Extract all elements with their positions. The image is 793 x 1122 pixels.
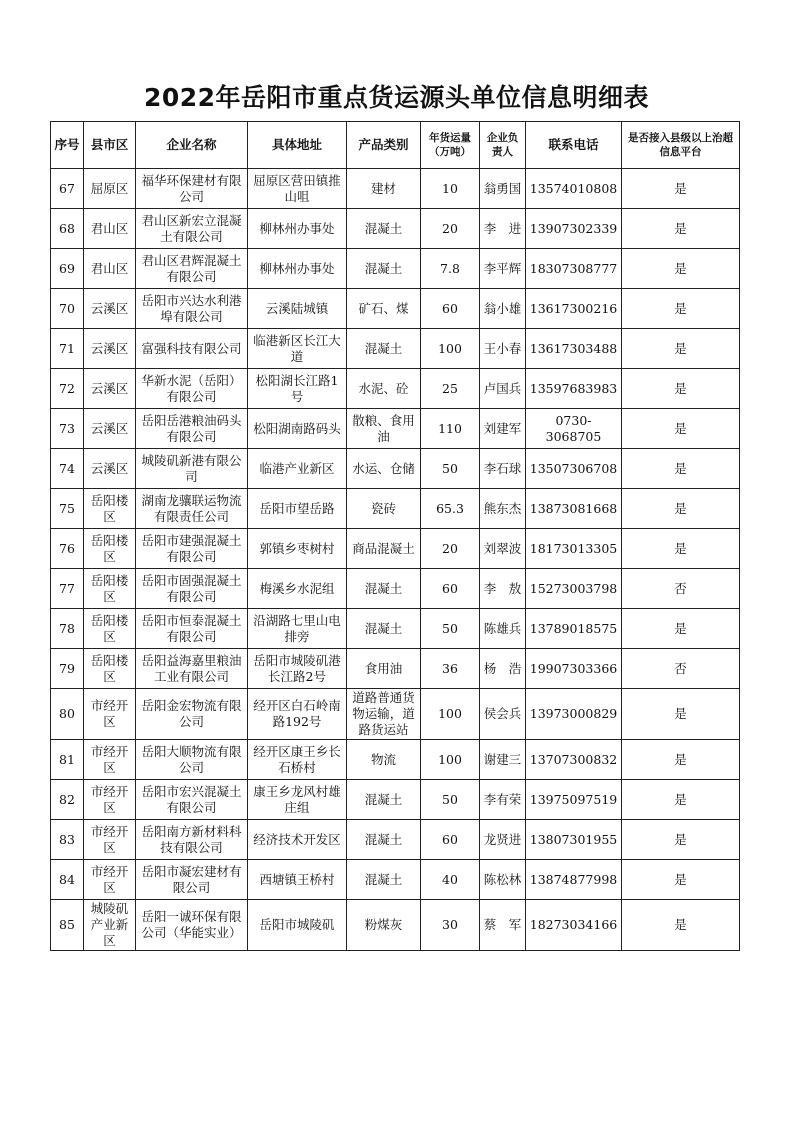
cell-platform: 否 bbox=[622, 649, 740, 689]
cell-district: 市经开区 bbox=[84, 860, 136, 900]
cell-phone: 13975097519 bbox=[526, 780, 622, 820]
cell-platform: 否 bbox=[622, 569, 740, 609]
cell-company: 岳阳市恒泰混凝土有限公司 bbox=[136, 609, 248, 649]
cell-address: 康王乡龙风村雄庄组 bbox=[248, 780, 347, 820]
cell-address: 临港新区长江大道 bbox=[248, 329, 347, 369]
cell-volume: 50 bbox=[421, 780, 480, 820]
table-row bbox=[51, 900, 740, 951]
header-seq: 序号 bbox=[51, 122, 84, 169]
cell-seq: 68 bbox=[51, 209, 84, 249]
cell-volume: 40 bbox=[421, 860, 480, 900]
cell-district: 云溪区 bbox=[84, 369, 136, 409]
cell-phone: 18307308777 bbox=[526, 249, 622, 289]
page-title: 2022年岳阳市重点货运源头单位信息明细表 bbox=[143, 83, 650, 112]
cell-platform: 是 bbox=[622, 249, 740, 289]
cell-volume: 110 bbox=[421, 409, 480, 449]
cell-company: 福华环保建材有限公司 bbox=[136, 169, 248, 209]
cell-phone: 13873081668 bbox=[526, 489, 622, 529]
cell-platform: 是 bbox=[622, 780, 740, 820]
cell-product: 混凝土 bbox=[347, 569, 421, 609]
table-header-row bbox=[51, 122, 740, 169]
cell-product: 混凝土 bbox=[347, 820, 421, 860]
cell-product: 水泥、砼 bbox=[347, 369, 421, 409]
cell-platform: 是 bbox=[622, 529, 740, 569]
table-row bbox=[51, 740, 740, 780]
cell-volume: 20 bbox=[421, 209, 480, 249]
table-row bbox=[51, 329, 740, 369]
cell-district: 云溪区 bbox=[84, 289, 136, 329]
cell-phone: 15273003798 bbox=[526, 569, 622, 609]
cell-volume: 50 bbox=[421, 449, 480, 489]
cell-seq: 85 bbox=[51, 900, 84, 951]
cell-district: 市经开区 bbox=[84, 780, 136, 820]
cell-district: 岳阳楼区 bbox=[84, 529, 136, 569]
cell-seq: 78 bbox=[51, 609, 84, 649]
table-row bbox=[51, 289, 740, 329]
cell-owner: 李平辉 bbox=[480, 249, 526, 289]
cell-seq: 70 bbox=[51, 289, 84, 329]
table-row bbox=[51, 860, 740, 900]
cell-address: 柳林州办事处 bbox=[248, 209, 347, 249]
header-platform: 是否接入县级以上治超信息平台 bbox=[622, 122, 740, 169]
cell-district: 岳阳楼区 bbox=[84, 609, 136, 649]
cell-district: 云溪区 bbox=[84, 409, 136, 449]
cell-address: 岳阳市望岳路 bbox=[248, 489, 347, 529]
cell-owner: 陈雄兵 bbox=[480, 609, 526, 649]
table-row bbox=[51, 249, 740, 289]
cell-phone: 18173013305 bbox=[526, 529, 622, 569]
cell-phone: 19907303366 bbox=[526, 649, 622, 689]
cell-volume: 10 bbox=[421, 169, 480, 209]
cell-phone: 13789018575 bbox=[526, 609, 622, 649]
table-row bbox=[51, 569, 740, 609]
header-company: 企业名称 bbox=[136, 122, 248, 169]
cell-platform: 是 bbox=[622, 609, 740, 649]
cell-district: 屈原区 bbox=[84, 169, 136, 209]
table-row bbox=[51, 369, 740, 409]
cell-platform: 是 bbox=[622, 689, 740, 740]
freight-source-table bbox=[50, 121, 740, 951]
cell-company: 君山区君辉混凝土有限公司 bbox=[136, 249, 248, 289]
cell-owner: 杨 浩 bbox=[480, 649, 526, 689]
cell-platform: 是 bbox=[622, 860, 740, 900]
cell-company: 岳阳大顺物流有限公司 bbox=[136, 740, 248, 780]
cell-company: 岳阳市凝宏建材有限公司 bbox=[136, 860, 248, 900]
cell-address: 柳林州办事处 bbox=[248, 249, 347, 289]
cell-company: 湖南龙骧联运物流有限责任公司 bbox=[136, 489, 248, 529]
cell-phone: 13507306708 bbox=[526, 449, 622, 489]
cell-owner: 李 敖 bbox=[480, 569, 526, 609]
cell-seq: 83 bbox=[51, 820, 84, 860]
cell-product: 食用油 bbox=[347, 649, 421, 689]
cell-volume: 25 bbox=[421, 369, 480, 409]
cell-company: 君山区新宏立混凝土有限公司 bbox=[136, 209, 248, 249]
cell-volume: 36 bbox=[421, 649, 480, 689]
cell-district: 岳阳楼区 bbox=[84, 489, 136, 529]
table-row bbox=[51, 820, 740, 860]
cell-seq: 82 bbox=[51, 780, 84, 820]
cell-owner: 陈松林 bbox=[480, 860, 526, 900]
cell-owner: 卢国兵 bbox=[480, 369, 526, 409]
cell-platform: 是 bbox=[622, 449, 740, 489]
cell-volume: 60 bbox=[421, 820, 480, 860]
header-owner: 企业负责人 bbox=[480, 122, 526, 169]
cell-company: 岳阳益海嘉里粮油工业有限公司 bbox=[136, 649, 248, 689]
table-row bbox=[51, 409, 740, 449]
header-district: 县市区 bbox=[84, 122, 136, 169]
header-volume: 年货运量（万吨） bbox=[421, 122, 480, 169]
cell-owner: 李石球 bbox=[480, 449, 526, 489]
cell-product: 道路普通货物运输，道路货运站 bbox=[347, 689, 421, 740]
cell-seq: 79 bbox=[51, 649, 84, 689]
cell-volume: 100 bbox=[421, 689, 480, 740]
cell-company: 岳阳金宏物流有限公司 bbox=[136, 689, 248, 740]
cell-volume: 60 bbox=[421, 569, 480, 609]
cell-company: 岳阳市固强混凝土有限公司 bbox=[136, 569, 248, 609]
cell-district: 岳阳楼区 bbox=[84, 569, 136, 609]
header-address: 具体地址 bbox=[248, 122, 347, 169]
cell-product: 混凝土 bbox=[347, 329, 421, 369]
cell-owner: 蔡 军 bbox=[480, 900, 526, 951]
cell-product: 散粮、食用油 bbox=[347, 409, 421, 449]
cell-address: 经济技术开发区 bbox=[248, 820, 347, 860]
cell-company: 岳阳南方新材料科技有限公司 bbox=[136, 820, 248, 860]
cell-district: 云溪区 bbox=[84, 329, 136, 369]
cell-phone: 13617303488 bbox=[526, 329, 622, 369]
cell-owner: 翁小雄 bbox=[480, 289, 526, 329]
table-row bbox=[51, 489, 740, 529]
cell-phone: 13907302339 bbox=[526, 209, 622, 249]
cell-address: 岳阳市城陵矶 bbox=[248, 900, 347, 951]
cell-volume: 50 bbox=[421, 609, 480, 649]
cell-product: 混凝土 bbox=[347, 780, 421, 820]
cell-owner: 龙贤进 bbox=[480, 820, 526, 860]
cell-address: 经开区康王乡长石桥村 bbox=[248, 740, 347, 780]
cell-owner: 刘建军 bbox=[480, 409, 526, 449]
cell-owner: 王小春 bbox=[480, 329, 526, 369]
cell-company: 岳阳市建强混凝土有限公司 bbox=[136, 529, 248, 569]
cell-address: 云溪陆城镇 bbox=[248, 289, 347, 329]
cell-phone: 13574010808 bbox=[526, 169, 622, 209]
cell-address: 郭镇乡枣树村 bbox=[248, 529, 347, 569]
cell-product: 瓷砖 bbox=[347, 489, 421, 529]
cell-phone: 18273034166 bbox=[526, 900, 622, 951]
cell-volume: 100 bbox=[421, 329, 480, 369]
cell-seq: 69 bbox=[51, 249, 84, 289]
cell-seq: 75 bbox=[51, 489, 84, 529]
cell-product: 建材 bbox=[347, 169, 421, 209]
cell-owner: 刘翠波 bbox=[480, 529, 526, 569]
cell-product: 矿石、煤 bbox=[347, 289, 421, 329]
cell-product: 混凝土 bbox=[347, 249, 421, 289]
cell-district: 城陵矶产业新区 bbox=[84, 900, 136, 951]
cell-owner: 谢建三 bbox=[480, 740, 526, 780]
cell-product: 混凝土 bbox=[347, 209, 421, 249]
cell-seq: 76 bbox=[51, 529, 84, 569]
cell-company: 岳阳市宏兴混凝土有限公司 bbox=[136, 780, 248, 820]
cell-seq: 77 bbox=[51, 569, 84, 609]
cell-address: 经开区白石岭南路192号 bbox=[248, 689, 347, 740]
cell-seq: 71 bbox=[51, 329, 84, 369]
table-row bbox=[51, 169, 740, 209]
cell-product: 物流 bbox=[347, 740, 421, 780]
table-row bbox=[51, 649, 740, 689]
cell-company: 岳阳岳港粮油码头有限公司 bbox=[136, 409, 248, 449]
cell-product: 混凝土 bbox=[347, 860, 421, 900]
cell-owner: 翁勇国 bbox=[480, 169, 526, 209]
cell-district: 市经开区 bbox=[84, 689, 136, 740]
cell-platform: 是 bbox=[622, 409, 740, 449]
cell-address: 梅溪乡水泥组 bbox=[248, 569, 347, 609]
cell-company: 岳阳市兴达水利港埠有限公司 bbox=[136, 289, 248, 329]
table-row bbox=[51, 529, 740, 569]
cell-phone: 13597683983 bbox=[526, 369, 622, 409]
cell-product: 商品混凝土 bbox=[347, 529, 421, 569]
cell-district: 云溪区 bbox=[84, 449, 136, 489]
cell-product: 水运、仓储 bbox=[347, 449, 421, 489]
cell-company: 富强科技有限公司 bbox=[136, 329, 248, 369]
cell-company: 岳阳一诚环保有限公司（华能实业） bbox=[136, 900, 248, 951]
table-row bbox=[51, 780, 740, 820]
table-row bbox=[51, 689, 740, 740]
cell-volume: 30 bbox=[421, 900, 480, 951]
cell-phone: 13617300216 bbox=[526, 289, 622, 329]
cell-platform: 是 bbox=[622, 209, 740, 249]
cell-address: 松阳湖南路码头 bbox=[248, 409, 347, 449]
cell-platform: 是 bbox=[622, 489, 740, 529]
cell-district: 君山区 bbox=[84, 249, 136, 289]
cell-seq: 72 bbox=[51, 369, 84, 409]
cell-district: 市经开区 bbox=[84, 740, 136, 780]
cell-volume: 60 bbox=[421, 289, 480, 329]
cell-platform: 是 bbox=[622, 369, 740, 409]
cell-seq: 73 bbox=[51, 409, 84, 449]
cell-company: 华新水泥（岳阳）有限公司 bbox=[136, 369, 248, 409]
cell-volume: 20 bbox=[421, 529, 480, 569]
cell-platform: 是 bbox=[622, 289, 740, 329]
cell-volume: 100 bbox=[421, 740, 480, 780]
cell-product: 粉煤灰 bbox=[347, 900, 421, 951]
table-row bbox=[51, 609, 740, 649]
cell-platform: 是 bbox=[622, 169, 740, 209]
cell-seq: 81 bbox=[51, 740, 84, 780]
cell-phone: 0730-3068705 bbox=[526, 409, 622, 449]
cell-platform: 是 bbox=[622, 900, 740, 951]
header-phone: 联系电话 bbox=[526, 122, 622, 169]
cell-seq: 80 bbox=[51, 689, 84, 740]
cell-owner: 侯会兵 bbox=[480, 689, 526, 740]
cell-address: 松阳湖长江路1号 bbox=[248, 369, 347, 409]
cell-owner: 李 进 bbox=[480, 209, 526, 249]
table-row bbox=[51, 209, 740, 249]
cell-product: 混凝土 bbox=[347, 609, 421, 649]
cell-seq: 84 bbox=[51, 860, 84, 900]
cell-platform: 是 bbox=[622, 820, 740, 860]
cell-address: 临港产业新区 bbox=[248, 449, 347, 489]
cell-phone: 13973000829 bbox=[526, 689, 622, 740]
cell-address: 屈原区营田镇推山咀 bbox=[248, 169, 347, 209]
cell-volume: 7.8 bbox=[421, 249, 480, 289]
cell-seq: 67 bbox=[51, 169, 84, 209]
cell-owner: 李有荣 bbox=[480, 780, 526, 820]
cell-company: 城陵矶新港有限公司 bbox=[136, 449, 248, 489]
cell-district: 君山区 bbox=[84, 209, 136, 249]
cell-address: 西塘镇王桥村 bbox=[248, 860, 347, 900]
table-row bbox=[51, 449, 740, 489]
cell-seq: 74 bbox=[51, 449, 84, 489]
cell-platform: 是 bbox=[622, 740, 740, 780]
cell-phone: 13807301955 bbox=[526, 820, 622, 860]
cell-platform: 是 bbox=[622, 329, 740, 369]
cell-volume: 65.3 bbox=[421, 489, 480, 529]
cell-address: 岳阳市城陵矶港长江路2号 bbox=[248, 649, 347, 689]
header-product: 产品类别 bbox=[347, 122, 421, 169]
cell-address: 沿湖路七里山电排旁 bbox=[248, 609, 347, 649]
cell-district: 岳阳楼区 bbox=[84, 649, 136, 689]
cell-phone: 13707300832 bbox=[526, 740, 622, 780]
cell-phone: 13874877998 bbox=[526, 860, 622, 900]
cell-district: 市经开区 bbox=[84, 820, 136, 860]
cell-owner: 熊东杰 bbox=[480, 489, 526, 529]
